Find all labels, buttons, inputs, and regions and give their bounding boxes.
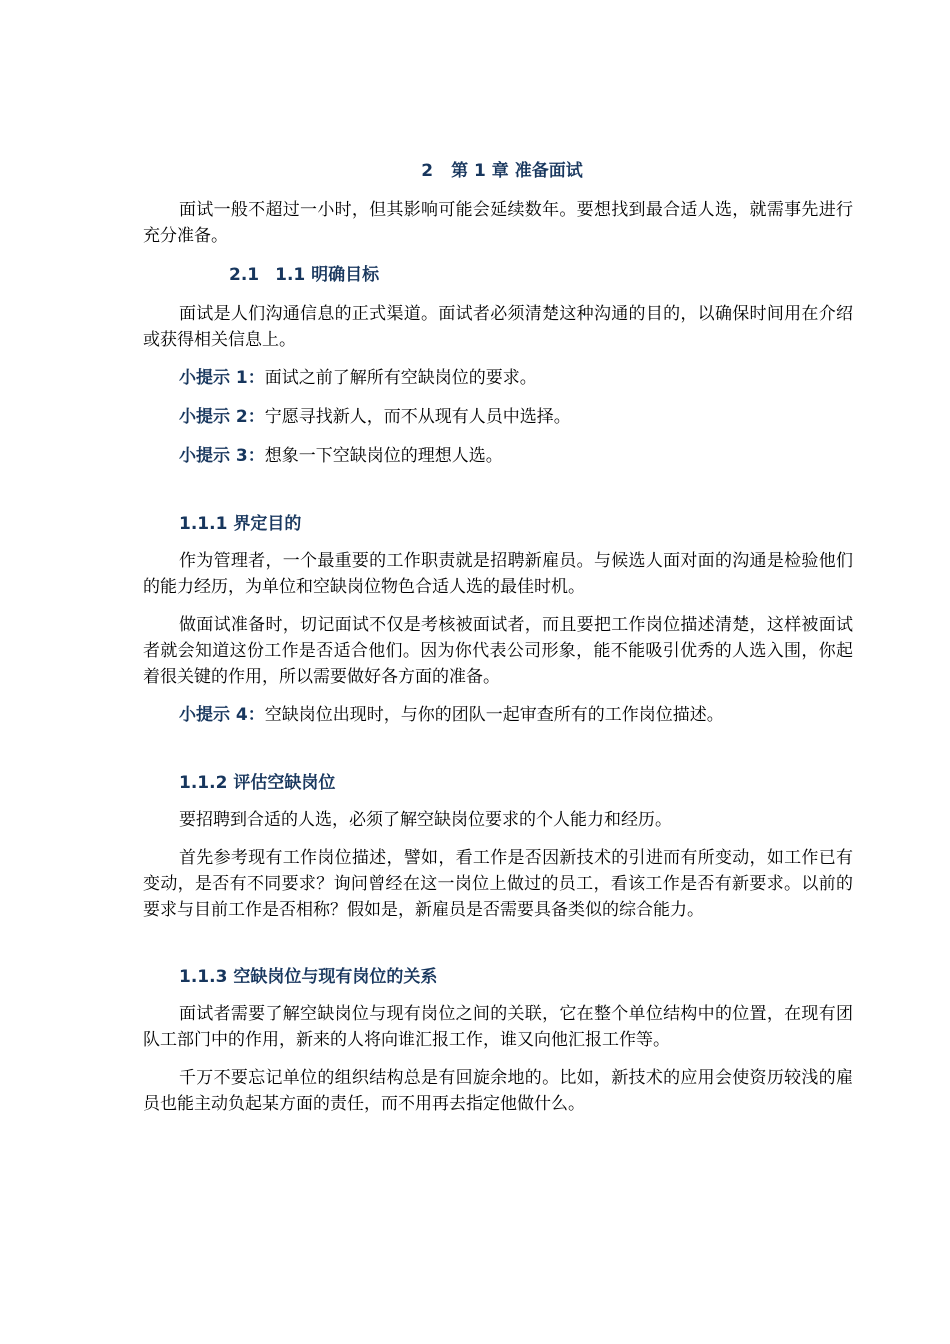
subsection-heading-3: 1.1.3 空缺岗位与现有岗位的关系 <box>179 967 438 987</box>
chapter-title <box>143 157 853 185</box>
tip-label: 小提示 3： <box>179 446 265 466</box>
tip-text: 宁愿寻找新人，而不从现有人员中选择。 <box>264 407 571 427</box>
tip-label: 小提示 2： <box>179 407 265 427</box>
section-title: 1.1 明确目标 <box>275 265 380 285</box>
section-number: 2.1 <box>229 265 260 285</box>
subsection-2-paragraph: 首先参考现有工作岗位描述，譬如，看工作是否因新技术的引进而有所变动，如工作已有变动，是否有不同要求？询问曾经在这一岗位上做过的员工，看该工作是否有新要求。以前的要求与目前工作是否相称？假如是，新雇员是否需要具备类似的综合能力。 <box>143 848 853 920</box>
subsection-3-paragraph: 面试者需要了解空缺岗位与现有岗位之间的关联，它在整个单位结构中的位置，在现有团队工部门中的作用，新来的人将向谁汇报工作，谁又向他汇报工作等。 <box>143 1004 853 1050</box>
subsection-1-paragraph: 做面试准备时，切记面试不仅是考核被面试者，而且要把工作岗位描述清楚，这样被面试者就会知道这份工作是否适合他们。因为你代表公司形象，能不能吸引优秀的人选入围，你起着很关键的作用，所以需要做好各方面的准备。 <box>143 615 853 687</box>
spacer <box>143 482 853 510</box>
tip-4 <box>143 702 853 728</box>
document-page <box>143 157 853 1129</box>
subsection-1-paragraph: 作为管理者，一个最重要的工作职责就是招聘新雇员。与候选人面对面的沟通是检验他们的能力经历，为单位和空缺岗位物色合适人选的最佳时机。 <box>143 551 853 597</box>
tip-text: 面试之前了解所有空缺岗位的要求。 <box>264 368 537 388</box>
subsection-3-paragraph: 千万不要忘记单位的组织结构总是有回旋余地的。比如，新技术的应用会使资历较浅的雇员也能主动负起某方面的责任，而不用再去指定他做什么。 <box>143 1068 853 1114</box>
tip-3 <box>143 443 853 469</box>
section-heading <box>143 261 853 289</box>
tip-label: 小提示 4： <box>179 705 265 725</box>
tip-text: 空缺岗位出现时，与你的团队一起审查所有的工作岗位描述。 <box>264 705 724 725</box>
tip-label: 小提示 1： <box>179 368 265 388</box>
subsection-heading-2: 1.1.2 评估空缺岗位 <box>179 773 336 793</box>
subsection-2-paragraph: 要招聘到合适的人选，必须了解空缺岗位要求的个人能力和经历。 <box>179 810 672 830</box>
intro-paragraph: 面试一般不超过一小时，但其影响可能会延续数年。要想找到最合适人选，就需事先进行充分准备。 <box>143 200 853 246</box>
spacer <box>143 741 853 769</box>
tip-text: 想象一下空缺岗位的理想人选。 <box>264 446 503 466</box>
chapter-title-text: 第 1 章 准备面试 <box>451 161 583 181</box>
tip-1 <box>143 365 853 391</box>
section-paragraph: 面试是人们沟通信息的正式渠道。面试者必须清楚这种沟通的目的，以确保时间用在介绍或获得相关信息上。 <box>143 304 853 350</box>
tip-2 <box>143 404 853 430</box>
spacer <box>143 935 853 963</box>
chapter-number: 2 <box>421 161 434 181</box>
subsection-heading-1: 1.1.1 界定目的 <box>179 514 302 534</box>
